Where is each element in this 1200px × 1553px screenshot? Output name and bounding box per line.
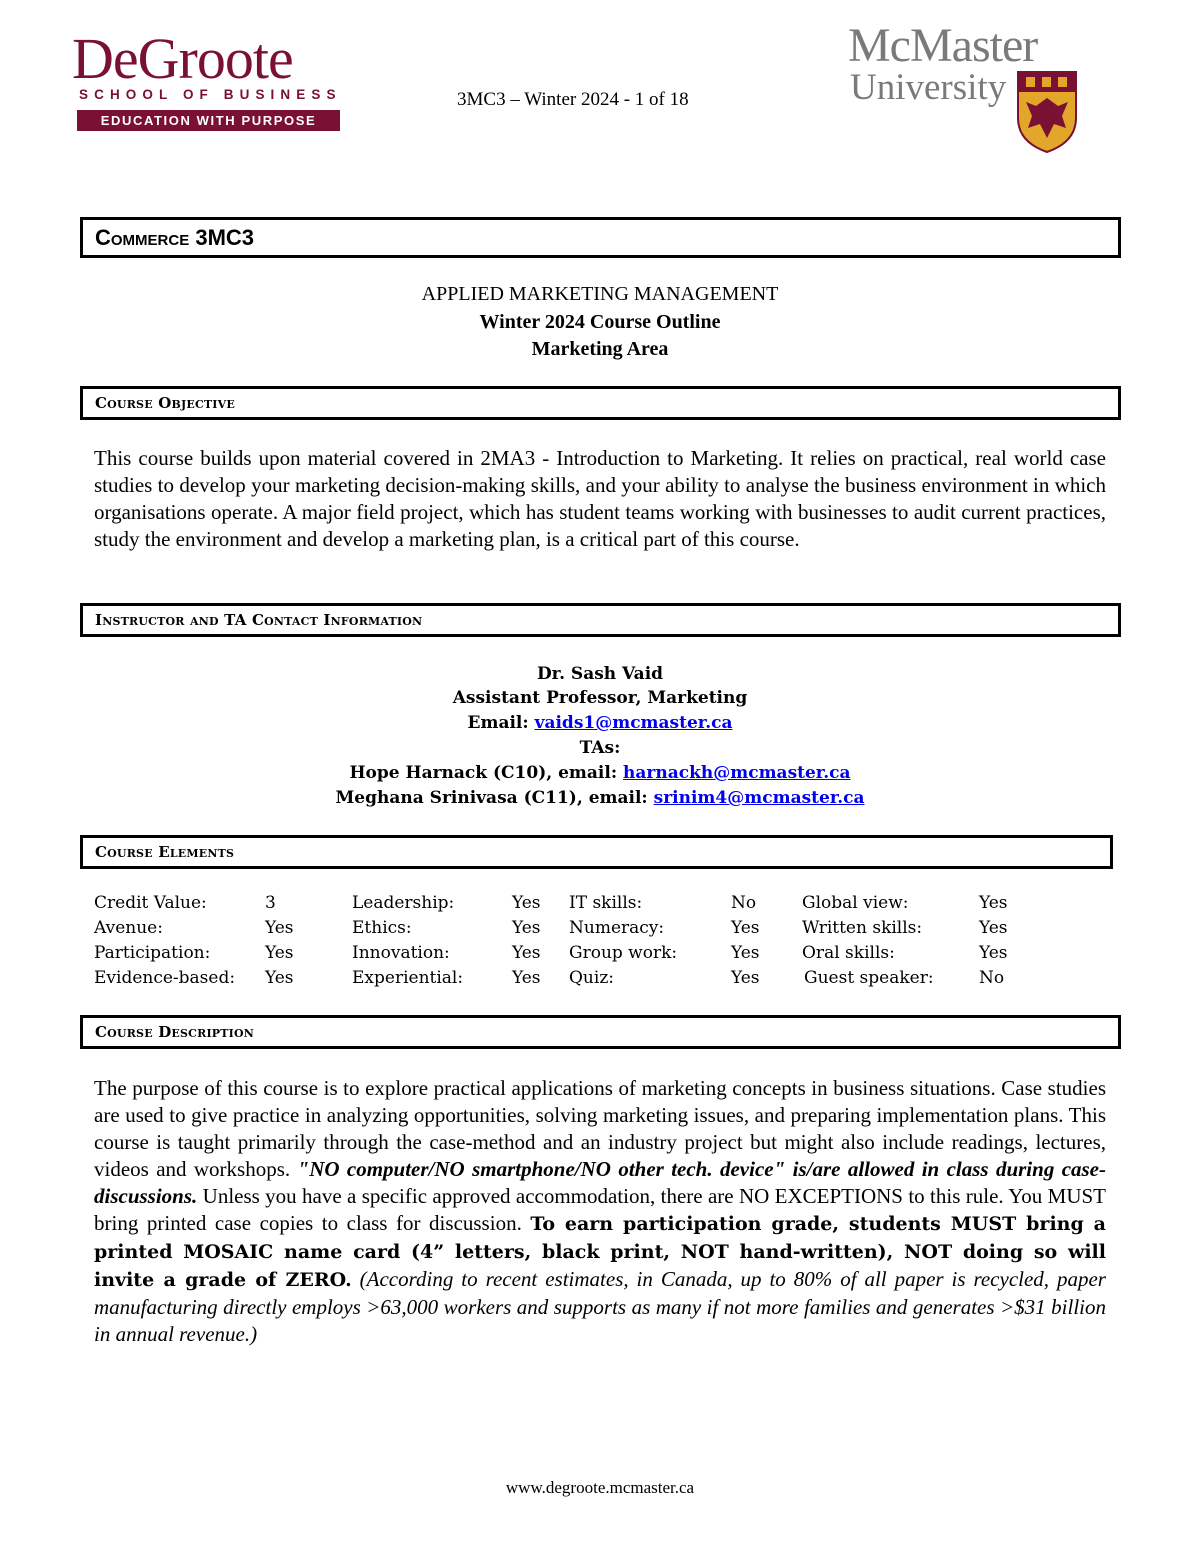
- element-label: Quiz:: [569, 968, 615, 988]
- ta1-line: [0, 763, 1200, 783]
- element-label: Oral skills:: [802, 943, 895, 963]
- element-label: Ethics:: [352, 918, 412, 938]
- section-commerce: [80, 217, 1121, 258]
- element-value: Yes: [265, 943, 294, 963]
- element-label: Avenue:: [94, 918, 163, 938]
- element-value: Yes: [731, 943, 760, 963]
- ta1-label: Hope Harnack (C10), email:: [349, 763, 624, 783]
- page-header-label: 3MC3 – Winter 2024 - 1 of 18: [457, 89, 689, 110]
- section-elements: [80, 835, 1113, 869]
- ta2-label: Meghana Srinivasa (C11), email:: [335, 788, 654, 808]
- section-objective: [80, 386, 1121, 420]
- element-value: Yes: [512, 968, 541, 988]
- element-label: Numeracy:: [569, 918, 665, 938]
- description-paper-note: (According to recent estimates, in Canada, up to 80% of all paper is recycled, paper manufacturing directly employs >63,000 workers and supports as many if not more families and generates >$31 billion in annual revenue.): [94, 1267, 1106, 1346]
- section-description: [80, 1015, 1121, 1049]
- course-subtitle: Winter 2024 Course Outline: [479, 311, 721, 333]
- element-label: Innovation:: [352, 943, 450, 963]
- element-value: Yes: [731, 968, 760, 988]
- ta2-email-link[interactable]: srinim4@mcmaster.ca: [653, 788, 865, 808]
- mcmaster-logo-university: University: [850, 67, 1007, 108]
- element-value: Yes: [979, 943, 1008, 963]
- section-commerce-title: Commerce 3MC3: [95, 224, 255, 250]
- objective-paragraph: This course builds upon material covered in 2MA3 - Introduction to Marketing. It relies on practical, real world case studies to develop your marketing decision-making skills, and your ability to analyse the business environment in which organisations operate. A major field project, which has student teams working with businesses to audit current practices, study the environment and develop a marketing plan, is a critical part of this course.: [94, 446, 1106, 551]
- description-paragraph: [94, 1075, 1106, 1348]
- section-contact-title: Instructor and TA Contact Information: [95, 611, 423, 629]
- instructor-name: Dr. Sash Vaid: [536, 664, 664, 684]
- degroote-logo-name: DeGroote: [72, 26, 293, 91]
- degroote-logo: [72, 26, 342, 132]
- degroote-logo-school: SCHOOL OF BUSINESS: [79, 87, 342, 102]
- degroote-logo-tagline: EDUCATION WITH PURPOSE: [77, 110, 340, 131]
- instructor-email-link[interactable]: vaids1@mcmaster.ca: [534, 713, 733, 733]
- element-label: Written skills:: [802, 918, 923, 938]
- ta2-line: [0, 788, 1200, 808]
- section-description-title: Course Description: [95, 1023, 255, 1041]
- element-value: Yes: [731, 918, 760, 938]
- element-label: Group work:: [569, 943, 678, 963]
- section-objective-title: Course Objective: [95, 394, 235, 412]
- description-text-2: Unless you have a specific approved accommodation, there are NO EXCEPTIONS to this rule. You MUST bring printed case copies to class for discussion.: [94, 1184, 1106, 1235]
- description-device-rule: "NO computer/NO smartphone/NO other tech. device" is/are allowed in class during case-discussions.: [94, 1157, 1107, 1208]
- element-label: Evidence-based:: [94, 968, 236, 988]
- footer-url: www.degroote.mcmaster.ca: [505, 1478, 695, 1497]
- tas-label: TAs:: [579, 738, 621, 758]
- element-label: Global view:: [802, 893, 909, 913]
- element-label: IT skills:: [569, 893, 643, 913]
- element-label: Guest speaker:: [804, 968, 934, 988]
- element-value: Yes: [979, 918, 1008, 938]
- mcmaster-logo-name: McMaster: [848, 19, 1038, 72]
- instructor-email-label: Email:: [467, 713, 535, 733]
- element-value: No: [731, 893, 757, 913]
- section-elements-title: Course Elements: [95, 843, 235, 861]
- course-title: APPLIED MARKETING MANAGEMENT: [421, 283, 779, 305]
- element-label: Experiential:: [352, 968, 464, 988]
- element-value: 3: [265, 893, 276, 913]
- element-value: Yes: [512, 918, 541, 938]
- section-contact: [80, 603, 1121, 637]
- instructor-email-line: [0, 713, 1200, 733]
- element-value: Yes: [512, 893, 541, 913]
- element-value: Yes: [979, 893, 1008, 913]
- course-area: Marketing Area: [531, 338, 669, 360]
- description-text: The purpose of this course is to explore practical applications of marketing concepts in business situations. Case studies are used to give practice in analyzing opportunities, solving marketing issues, and preparing implementation plans. This course is taught primarily through the case-method and an industry project but might also include readings, lectures, videos and workshops.: [94, 1076, 1106, 1181]
- element-label: Leadership:: [352, 893, 455, 913]
- instructor-title: Assistant Professor, Marketing: [452, 688, 748, 708]
- element-value: No: [979, 968, 1005, 988]
- mcmaster-logo: [848, 19, 1088, 154]
- element-label: Credit Value:: [94, 893, 207, 913]
- mcmaster-crest-icon: [1016, 70, 1078, 154]
- element-value: Yes: [512, 943, 541, 963]
- element-value: Yes: [265, 968, 294, 988]
- element-value: Yes: [265, 918, 294, 938]
- description-name-card-rule: To earn participation grade, students MUST bring a printed MOSAIC name card (4” letters, black print, NOT hand-written), NOT doing so will invite a grade of ZERO.: [94, 1213, 1106, 1291]
- element-label: Participation:: [94, 943, 211, 963]
- ta1-email-link[interactable]: harnackh@mcmaster.ca: [623, 763, 851, 783]
